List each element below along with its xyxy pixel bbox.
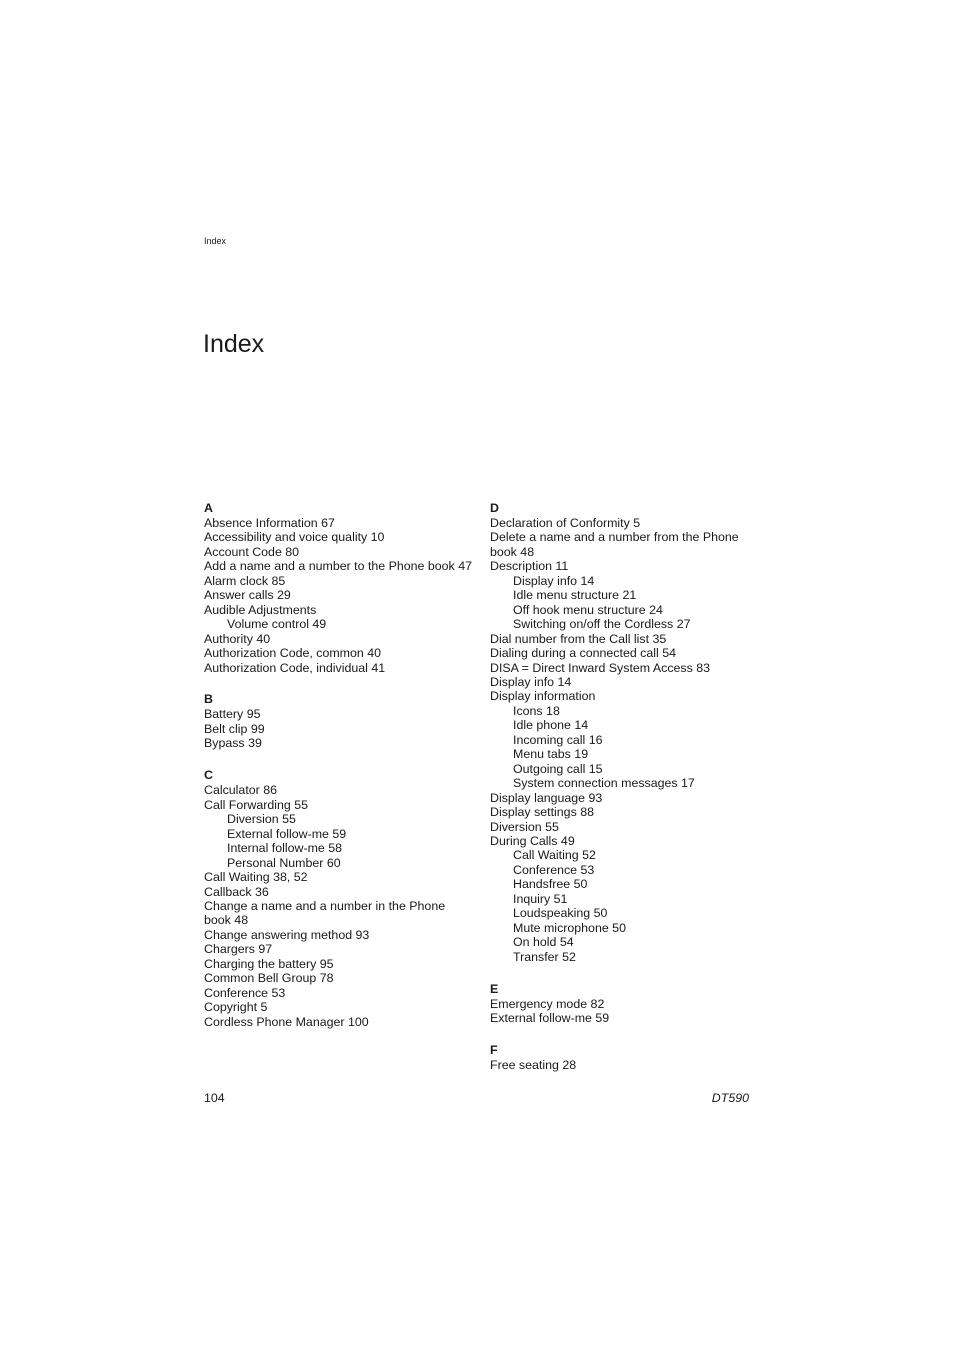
index-entry: Calculator 86 <box>204 783 278 798</box>
index-entry: Free seating 28 <box>490 1057 577 1072</box>
index-entry: Change answering method 93 <box>204 927 370 942</box>
index-subentry: Conference 53 <box>513 862 595 877</box>
index-entry: DISA = Direct Inward System Access 83 <box>490 660 711 675</box>
index-subentry: Off hook menu structure 24 <box>513 602 663 617</box>
page-title: Index <box>203 330 265 358</box>
index-entry: External follow-me 59 <box>490 1011 610 1025</box>
index-entry: Bypass 39 <box>204 736 262 751</box>
section-letter: D <box>490 501 499 515</box>
index-section <box>204 767 474 1029</box>
product-name: DT590 <box>711 1091 749 1105</box>
index-section <box>490 500 760 964</box>
index-entry: Alarm clock 85 <box>204 573 286 588</box>
index-subentry: Call Waiting 52 <box>513 848 596 863</box>
index-subentry: Icons 18 <box>513 703 560 718</box>
section-letter: E <box>490 981 499 996</box>
index-subentry: Menu tabs 19 <box>513 747 589 762</box>
running-header: Index <box>204 236 227 246</box>
index-entry: Absence Information 67 <box>204 516 335 530</box>
index-subentry: On hold 54 <box>513 935 574 950</box>
index-entry: Charging the battery 95 <box>204 956 334 971</box>
index-entry: Authorization Code, individual 41 <box>204 660 386 675</box>
index-subentry: Idle phone 14 <box>513 718 589 733</box>
index-subentry: Inquiry 51 <box>513 891 568 906</box>
index-entry: Display language 93 <box>490 790 603 805</box>
index-entry: Audible Adjustments <box>204 602 317 617</box>
index-entry: Call Forwarding 55 <box>204 797 308 812</box>
index-subentry: Switching on/off the Cordless 27 <box>513 617 691 632</box>
index-entry: Account Code 80 <box>204 544 300 559</box>
index-subentry: Volume control 49 <box>227 617 327 632</box>
index-entry: Common Bell Group 78 <box>204 971 334 986</box>
index-entry: Change a name and a number in the Phone book 48 <box>204 898 446 928</box>
index-entry: Declaration of Conformity 5 <box>490 516 641 530</box>
index-subentry: Idle menu structure 21 <box>513 588 637 603</box>
index-entry: Call Waiting 38, 52 <box>204 870 308 885</box>
index-subentry: Display info 14 <box>513 573 595 588</box>
index-entry: Emergency mode 82 <box>490 996 605 1011</box>
index-entry: Chargers 97 <box>204 942 273 957</box>
index-subentry: Personal Number 60 <box>227 855 341 870</box>
index-entry: Authority 40 <box>204 631 271 646</box>
index-section <box>490 981 760 1026</box>
index-subentry: Incoming call 16 <box>513 732 603 747</box>
index-entry: Battery 95 <box>204 707 261 722</box>
index-column-left <box>204 500 474 1046</box>
index-entry: Dial number from the Call list 35 <box>490 631 667 646</box>
index-entry: Delete a name and a number from the Phone book 48 <box>490 530 739 559</box>
index-entry: Belt clip 99 <box>204 721 265 736</box>
index-entry: Authorization Code, common 40 <box>204 646 382 661</box>
index-section <box>490 1042 760 1072</box>
index-entry: Copyright 5 <box>204 1000 268 1015</box>
index-entry: Accessibility and voice quality 10 <box>204 530 385 545</box>
index-subentry: Mute microphone 50 <box>513 920 626 935</box>
index-entry: During Calls 49 <box>490 833 575 848</box>
page-number: 104 <box>204 1091 225 1105</box>
index-entry: Add a name and a number to the Phone book 47 <box>204 559 472 574</box>
index-entry: Display settings 88 <box>490 805 594 820</box>
index-subentry: Internal follow-me 58 <box>227 841 343 856</box>
index-column-right <box>490 500 760 1089</box>
index-entry: Dialing during a connected call 54 <box>490 646 676 661</box>
section-letter: F <box>490 1042 498 1057</box>
index-entry: Diversion 55 <box>490 819 559 834</box>
index-entry: Conference 53 <box>204 985 286 1000</box>
index-entry: Answer calls 29 <box>204 588 291 603</box>
index-subentry: Handsfree 50 <box>513 877 588 892</box>
index-entry: Cordless Phone Manager 100 <box>204 1014 369 1029</box>
index-subentry: Outgoing call 15 <box>513 761 603 776</box>
index-entry: Display info 14 <box>490 674 572 689</box>
index-subentry: Transfer 52 <box>513 949 576 964</box>
index-subentry: Diversion 55 <box>227 812 296 827</box>
section-letter: A <box>204 501 213 515</box>
index-entry: Description 11 <box>490 559 569 574</box>
index-entry: Callback 36 <box>204 884 269 899</box>
index-section <box>204 691 474 750</box>
index-entry: Display information <box>490 689 596 704</box>
index-subentry: Loudspeaking 50 <box>513 906 608 921</box>
index-section <box>204 500 474 675</box>
index-subentry: External follow-me 59 <box>227 826 347 841</box>
section-letter: C <box>204 768 213 783</box>
index-subentry: System connection messages 17 <box>513 776 695 791</box>
section-letter: B <box>204 692 213 707</box>
